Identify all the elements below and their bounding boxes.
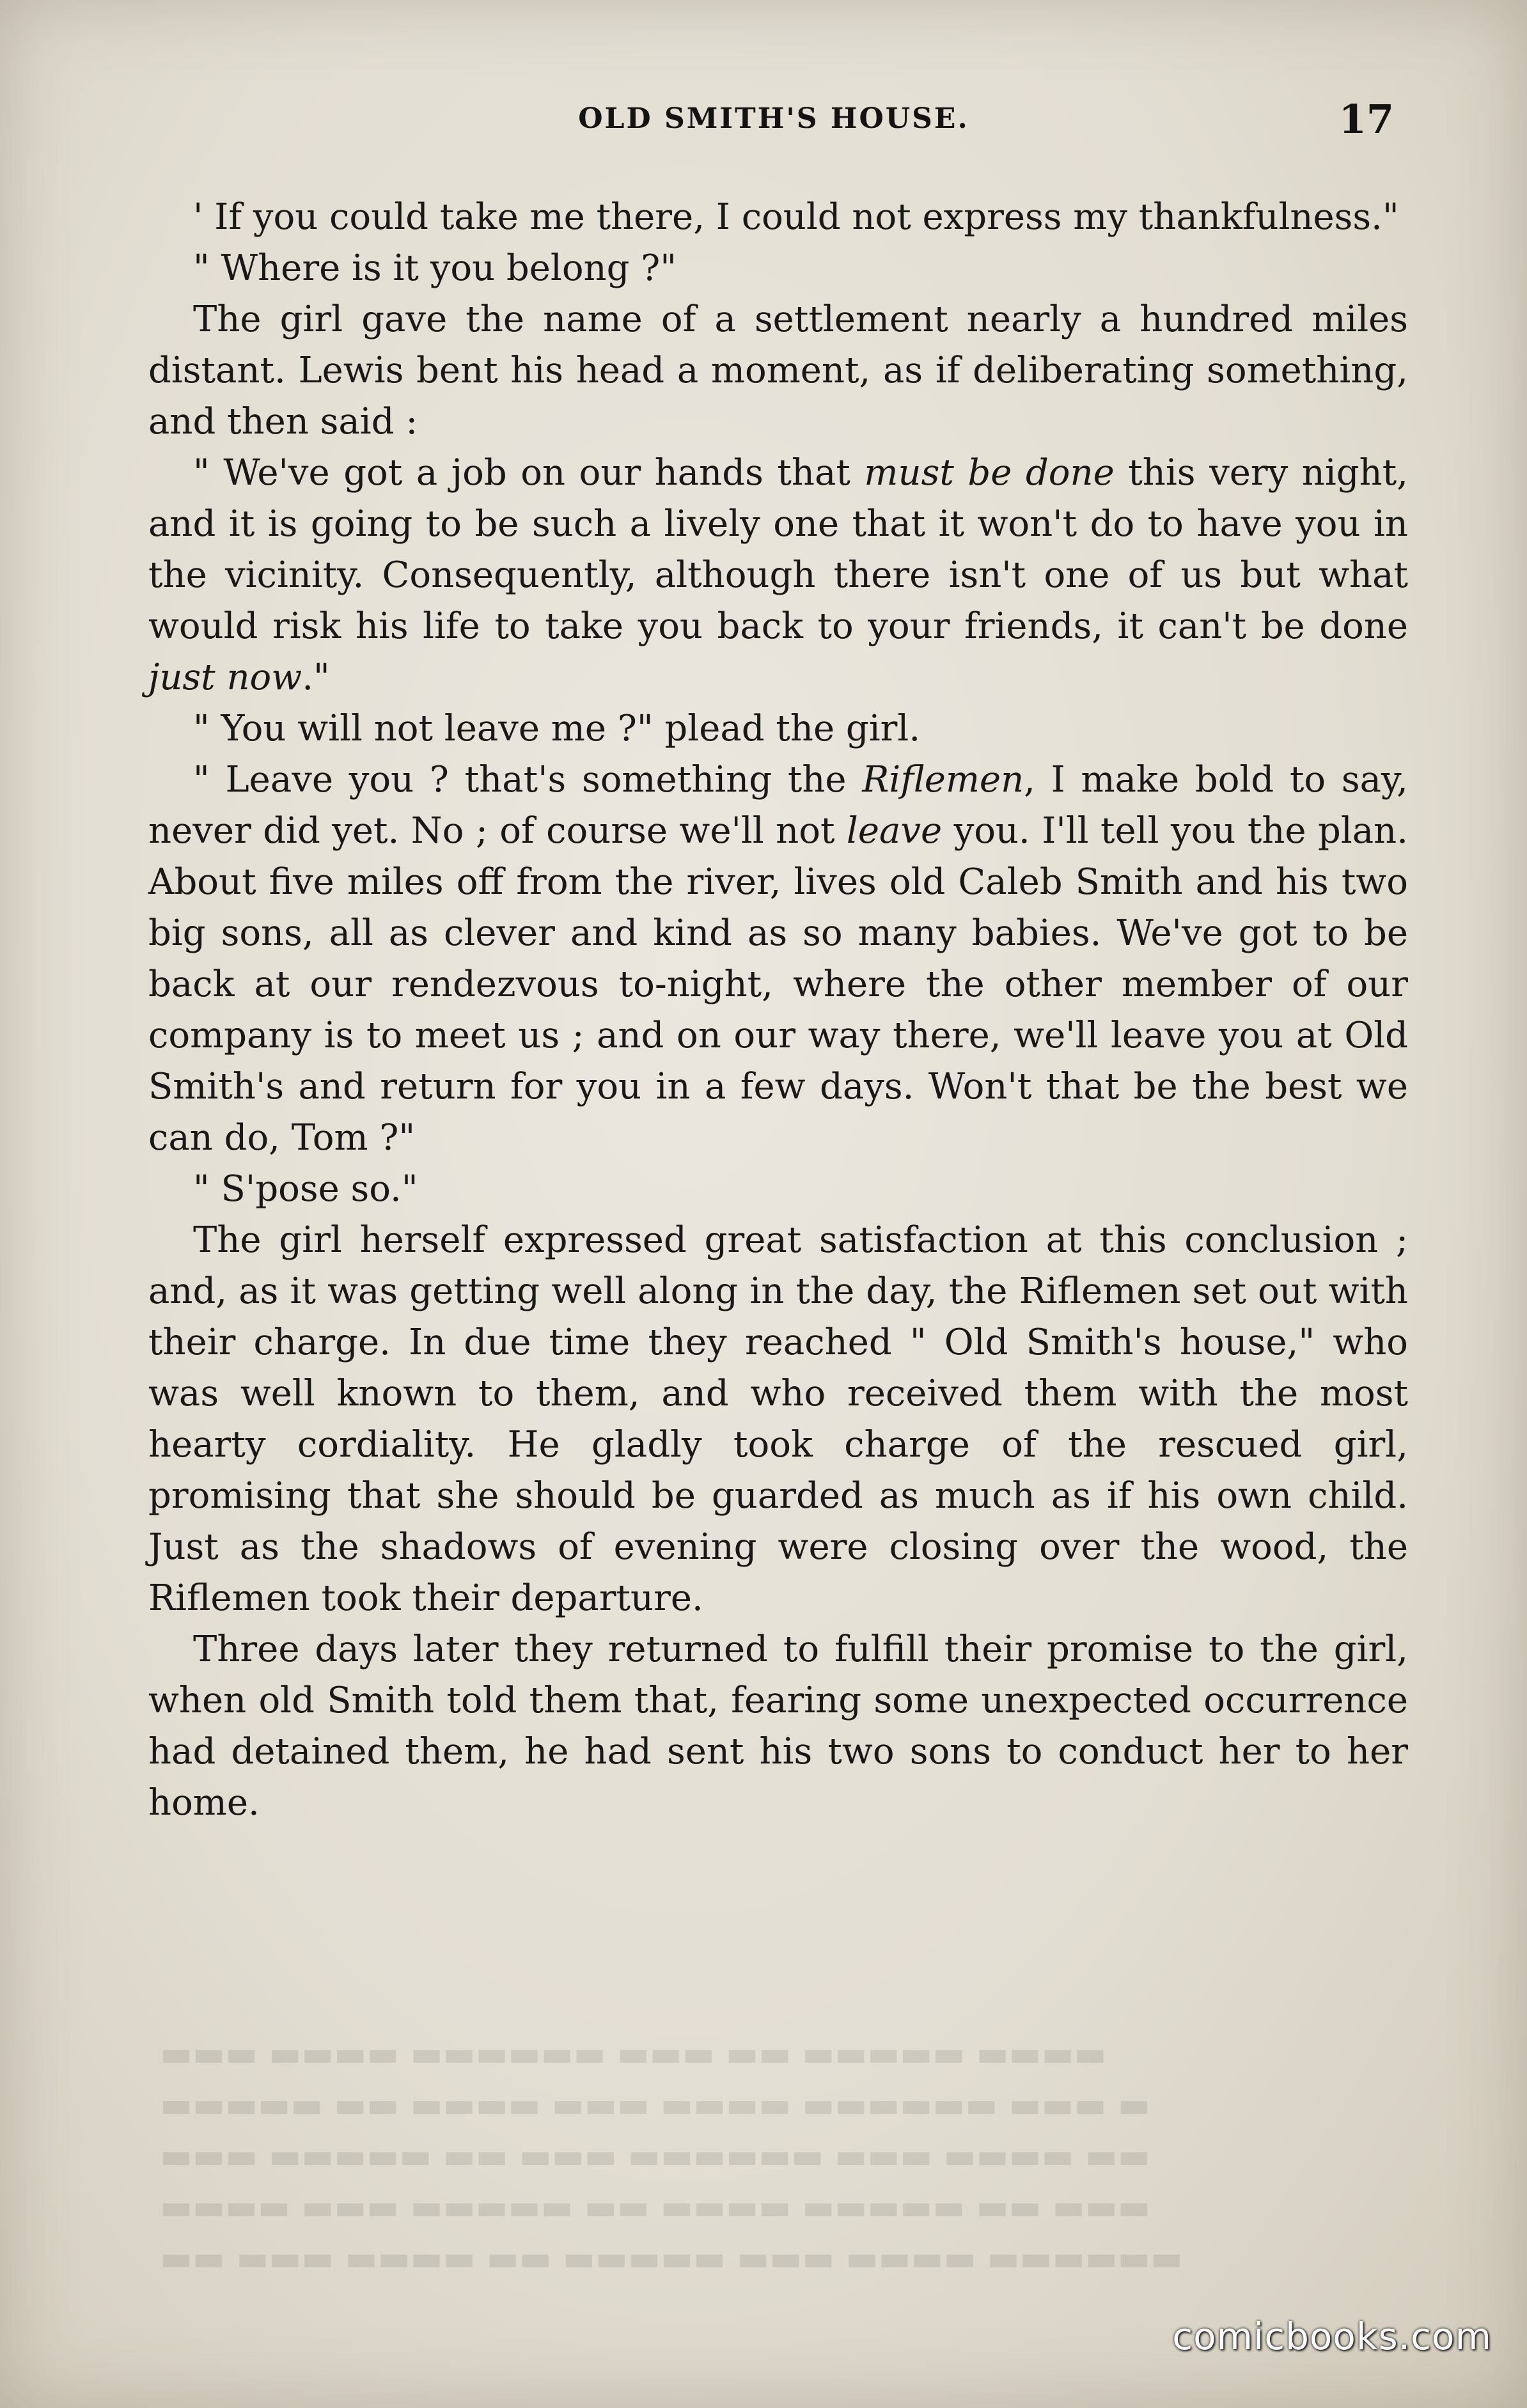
text-run: , I make bold to say, never did yet. No ; of course we'll not xyxy=(148,759,1408,852)
paragraph: The girl herself expressed great satisfaction at this conclusion ; and, as it was getting well along in the day, the Riflemen set out with their charge. In due time they reached " Old Smith's house," who was well known to them, and who received them with the most hearty cordiality. He gladly took charge of the rescued girl, promising that she should be guarded as much as if his own child. Just as the shadows of evening were closing over the wood, the Riflemen took their departure. xyxy=(148,1219,1408,1619)
emphasis: Riflemen xyxy=(862,759,1024,801)
paragraph: " You will not leave me ?" plead the girl. xyxy=(193,708,921,749)
paragraph: Three days later they returned to fulfill their promise to the girl, when old Smith told them that, fearing some unexpected occurrence had detained them, he had sent his two sons to conduct her to her home. xyxy=(148,1629,1408,1824)
site-watermark: comicbooks.com xyxy=(1172,2315,1492,2358)
paragraph xyxy=(148,448,1408,703)
emphasis: just now xyxy=(148,657,302,698)
page-header xyxy=(153,96,1394,147)
paragraph xyxy=(148,754,1408,1164)
text-run: ." xyxy=(302,657,330,698)
page-number: 17 xyxy=(1338,96,1394,143)
text-run: " Leave you ? that's something the xyxy=(193,759,863,801)
paragraph: ' If you could take me there, I could not express my thankfulness." xyxy=(193,196,1399,238)
running-head: OLD SMITH'S HOUSE. xyxy=(578,102,969,135)
paragraph: " S'pose so." xyxy=(193,1168,418,1210)
emphasis: must be done xyxy=(864,452,1115,494)
show-through-texture: ▬▬ ▬▬▬ ▬▬▬▬ ▬▬ ▬▬▬▬▬ ▬▬▬ ▬▬▬▬ ▬▬▬▬▬▬ ▬▬▬▬ ▬▬▬ ▬▬▬▬▬ ▬▬ ▬▬▬▬ ▬▬▬▬▬ ▬▬ ▬▬▬ ▬▬▬ ▬▬▬▬▬ ▬▬ ▬▬▬ ▬▬▬▬▬▬ ▬▬▬ ▬▬▬▬ ▬▬ ▬▬▬▬▬ ▬▬ ▬▬▬▬ ▬▬▬ ▬▬▬▬ ▬▬▬▬▬▬ ▬▬▬ ▬ ▬▬▬ ▬▬▬▬ ▬▬▬▬▬▬ ▬▬▬ ▬▬ ▬▬▬▬▬ ▬▬▬▬ xyxy=(160,2039,1183,2284)
text-run: this very night, and it is going to be such a lively one that it won't do to have you in the vicinity. Consequently, although there isn't one of us but what would risk his life to take you back to your friends, it can't be done xyxy=(148,452,1409,647)
paragraph: " Where is it you belong ?" xyxy=(193,247,677,289)
paragraph: The girl gave the name of a settlement nearly a hundred miles distant. Lewis bent his head a moment, as if deliberating something, and then said : xyxy=(148,299,1408,442)
emphasis: leave xyxy=(846,810,943,852)
text-run: " We've got a job on our hands that xyxy=(193,452,865,494)
text-run: you. I'll tell you the plan. About five miles off from the river, lives old Caleb Smith and his two big sons, all as clever and kind as so many babies. We've got to be back at our rendezvous to-night, where the other member of our company is to meet us ; and on our way there, we'll leave you at Old Smith's and return for you in a few days. Won't that be the best we can do, Tom ?" xyxy=(148,810,1408,1159)
body-text xyxy=(148,192,1408,1829)
